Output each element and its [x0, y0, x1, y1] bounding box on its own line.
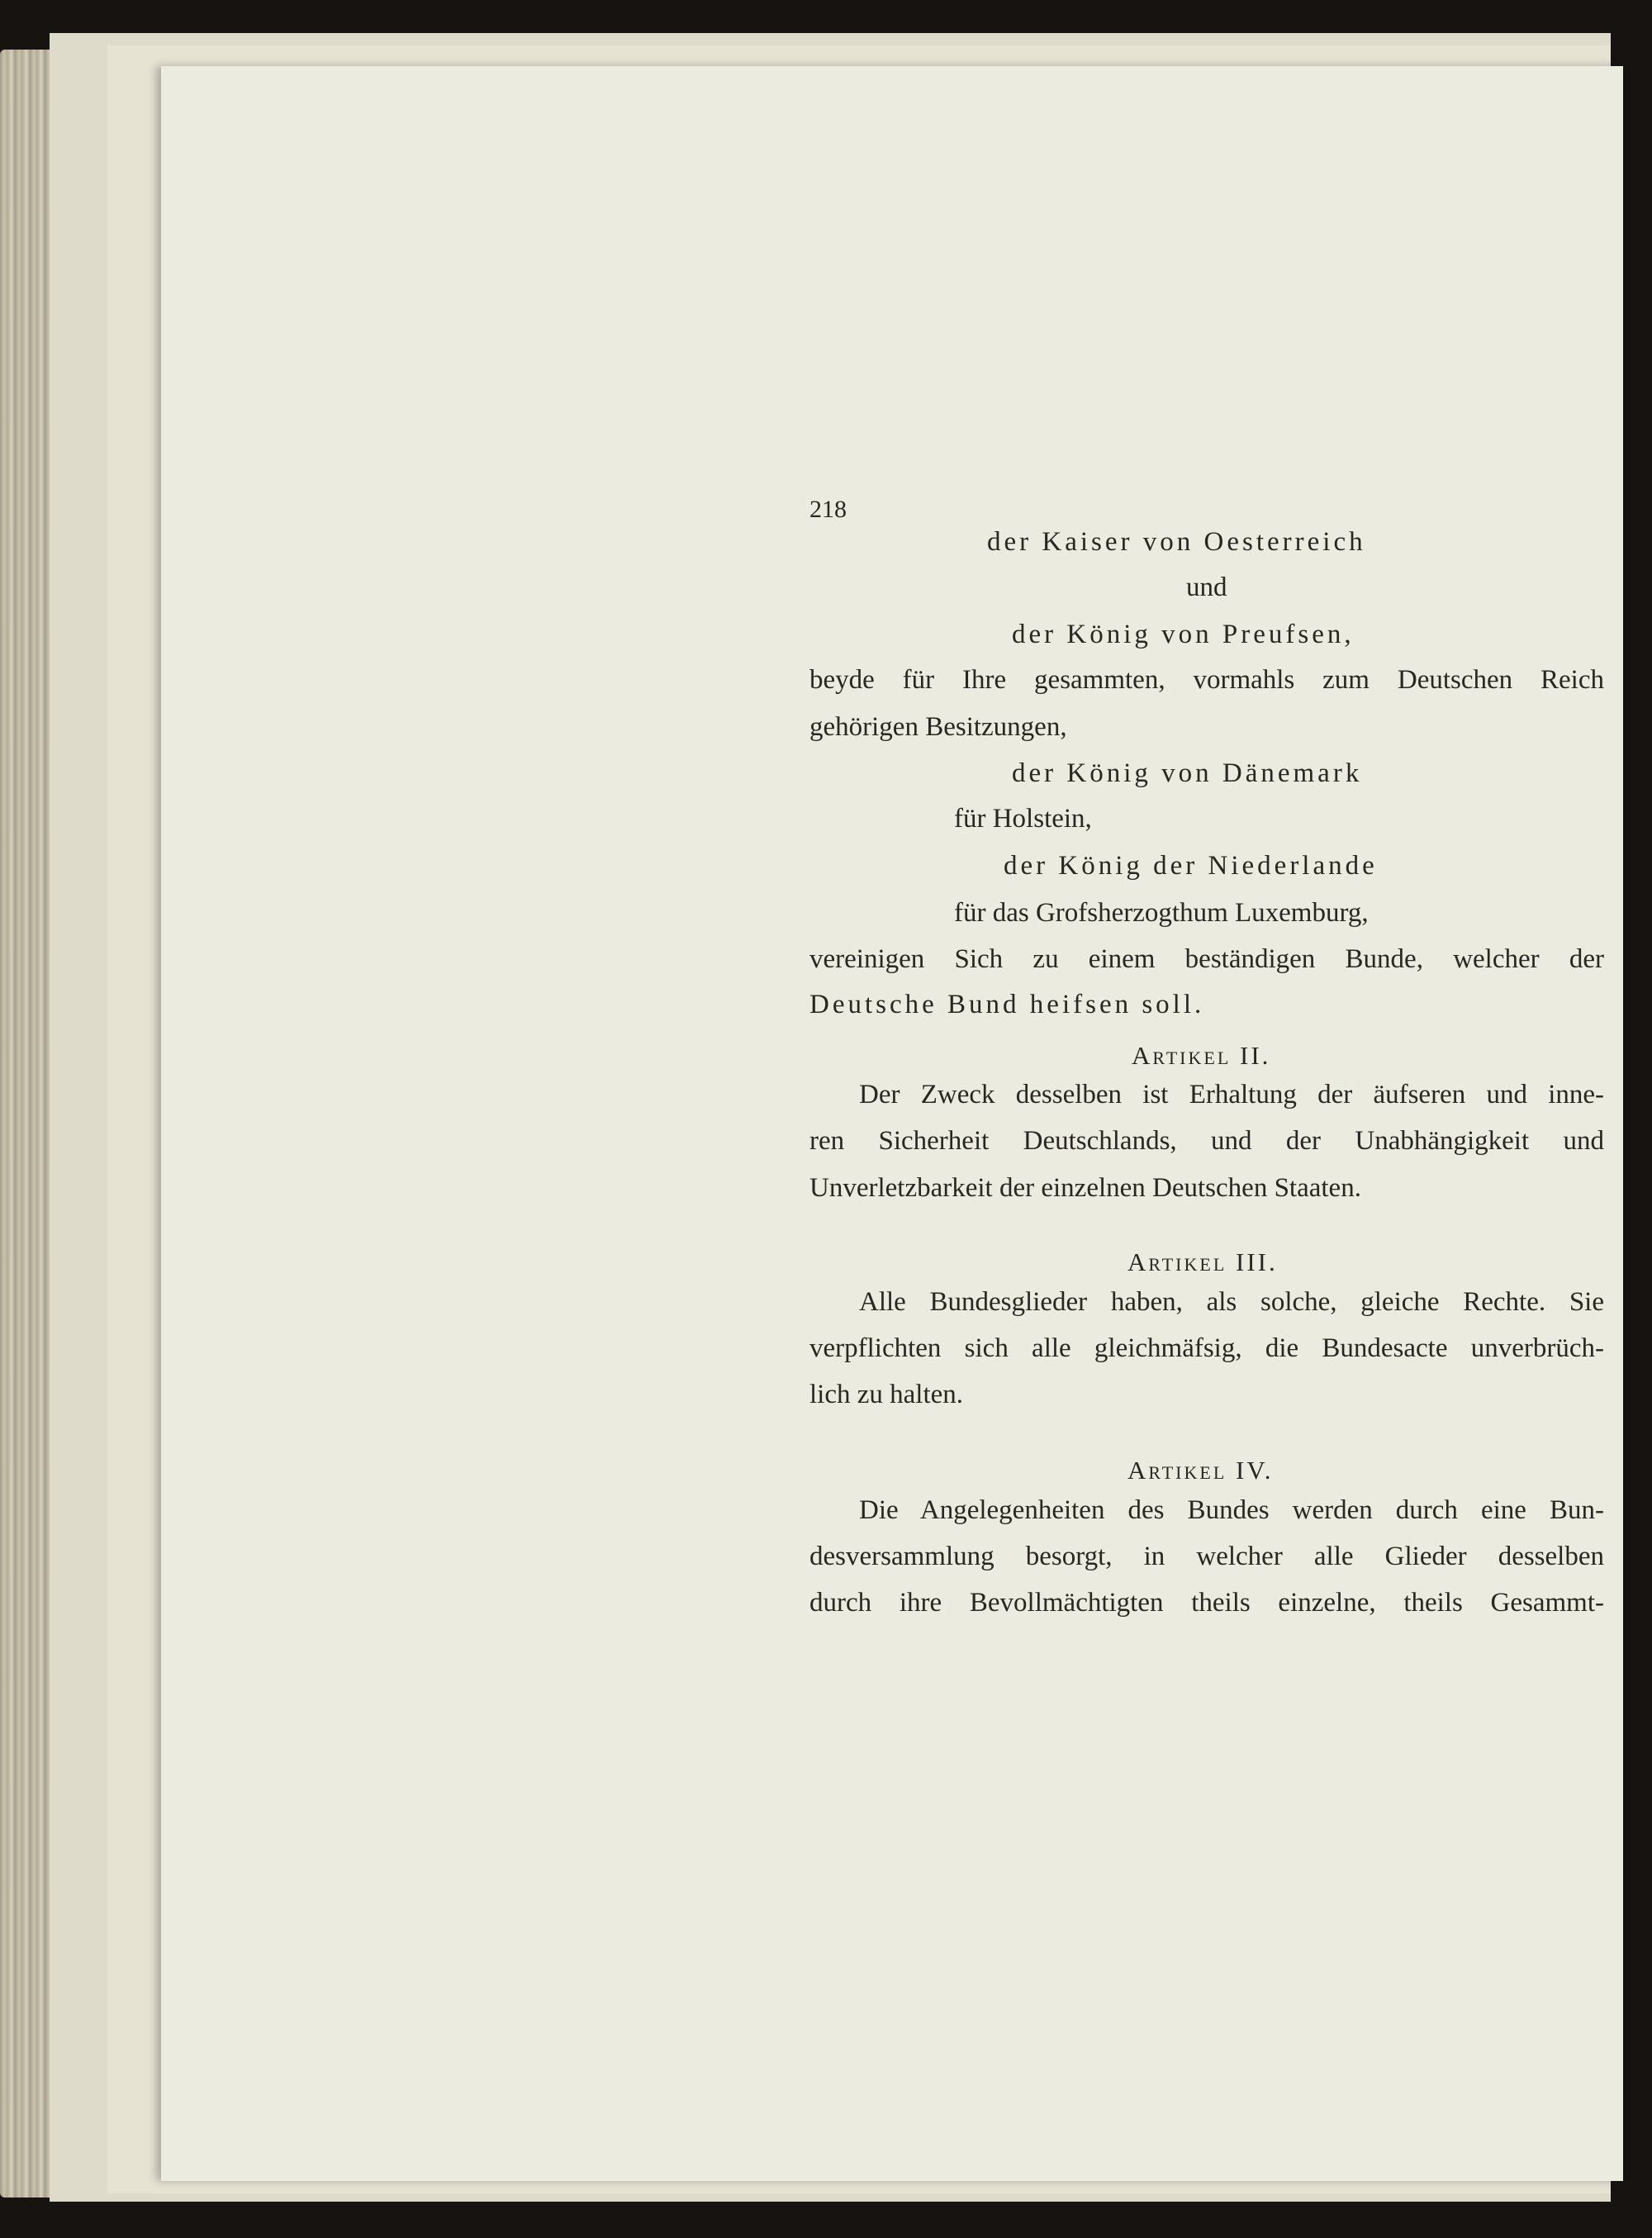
text-line: der König von Dänemark	[1012, 758, 1363, 788]
article-heading: Artikel II.	[1132, 1041, 1271, 1070]
text-line: Unverletzbarkeit der einzelnen Deutschen Staaten.	[809, 1173, 1361, 1203]
text-line: lich zu halten.	[809, 1380, 964, 1409]
text-line: der König der Niederlande	[1004, 851, 1378, 881]
text-line: und	[1186, 573, 1227, 602]
text-line: Die Angelegenheiten des Bundes werden durch eine Bun-	[859, 1495, 1604, 1525]
text-line: Alle Bundesglieder haben, als solche, gleiche Rechte. Sie	[859, 1287, 1604, 1317]
text-line: für Holstein,	[954, 804, 1092, 834]
text-line: Deutsche Bund heifsen soll.	[809, 990, 1205, 1019]
text-line: gehörigen Besitzungen,	[809, 712, 1067, 742]
book-page	[161, 66, 1623, 2181]
text-line: vereinigen Sich zu einem beständigen Bunde, welcher der	[809, 944, 1604, 974]
article-heading: Artikel III.	[1127, 1247, 1278, 1276]
text-line: desversammlung besorgt, in welcher alle Glieder desselben	[809, 1542, 1604, 1571]
text-line: der König von Preufsen,	[1012, 620, 1355, 649]
text-line: ren Sicherheit Deutschlands, und der Unabhängigkeit und	[809, 1126, 1604, 1156]
text-line: der Kaiser von Oesterreich	[987, 527, 1366, 557]
text-line: für das Grofsherzogthum Luxemburg,	[954, 898, 1369, 928]
page-number: 218	[809, 496, 847, 523]
text-line: beyde für Ihre gesammten, vormahls zum Deutschen Reich	[809, 665, 1604, 695]
text-line: Der Zweck desselben ist Erhaltung der äufseren und inne-	[859, 1080, 1604, 1109]
article-heading: Artikel IV.	[1127, 1456, 1274, 1485]
text-line: durch ihre Bevollmächtigten theils einzelne, theils Gesammt-	[809, 1588, 1604, 1618]
text-line: verpflichten sich alle gleichmäfsig, die Bundesacte unverbrüch-	[809, 1333, 1604, 1363]
